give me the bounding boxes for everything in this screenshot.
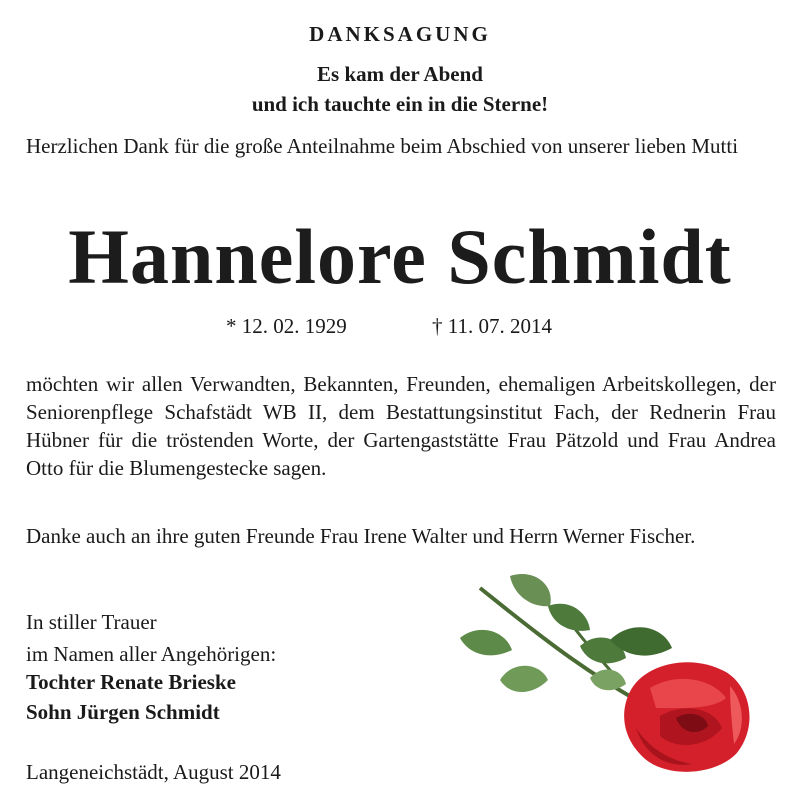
signature-name-1: Tochter Renate Brieske (26, 670, 236, 694)
death-date: † 11. 07. 2014 (432, 314, 552, 338)
intro-text: Herzlichen Dank für die große Anteilnahme beim Abschied von unserer lieben Mutti (26, 134, 739, 158)
signature-line-1: In stiller Trauer (26, 610, 157, 634)
body-paragraph-2: Danke auch an ihre guten Freunde Frau Irene Walter und Herrn Werner Fischer. (26, 524, 696, 548)
birth-date: * 12. 02. 1929 (226, 314, 347, 338)
signature-line-2: im Namen aller Angehörigen: (26, 642, 277, 666)
place-date: Langeneichstädt, August 2014 (26, 760, 281, 784)
heading-danksagung: DANKSAGUNG (309, 22, 491, 46)
motto-line-2: und ich tauchte ein in die Sterne! (251, 92, 549, 116)
rose-icon (440, 568, 770, 780)
body-paragraph-1: möchten wir allen Verwandten, Bekannten, Freunden, ehemaligen Arbeitskollegen, der Seniorenpflege Schafstädt WB II, dem Bestattungsinstitut Fach, der Rednerin Frau Hübner für die tröstenden Worte, der Gartengaststätte Frau Pätzold und Frau Andrea Otto für die Blumengestecke sagen. (26, 372, 776, 480)
deceased-name: Hannelore Schmidt (68, 213, 732, 300)
signature-name-2: Sohn Jürgen Schmidt (26, 700, 220, 724)
motto-line-1: Es kam der Abend (317, 62, 483, 86)
